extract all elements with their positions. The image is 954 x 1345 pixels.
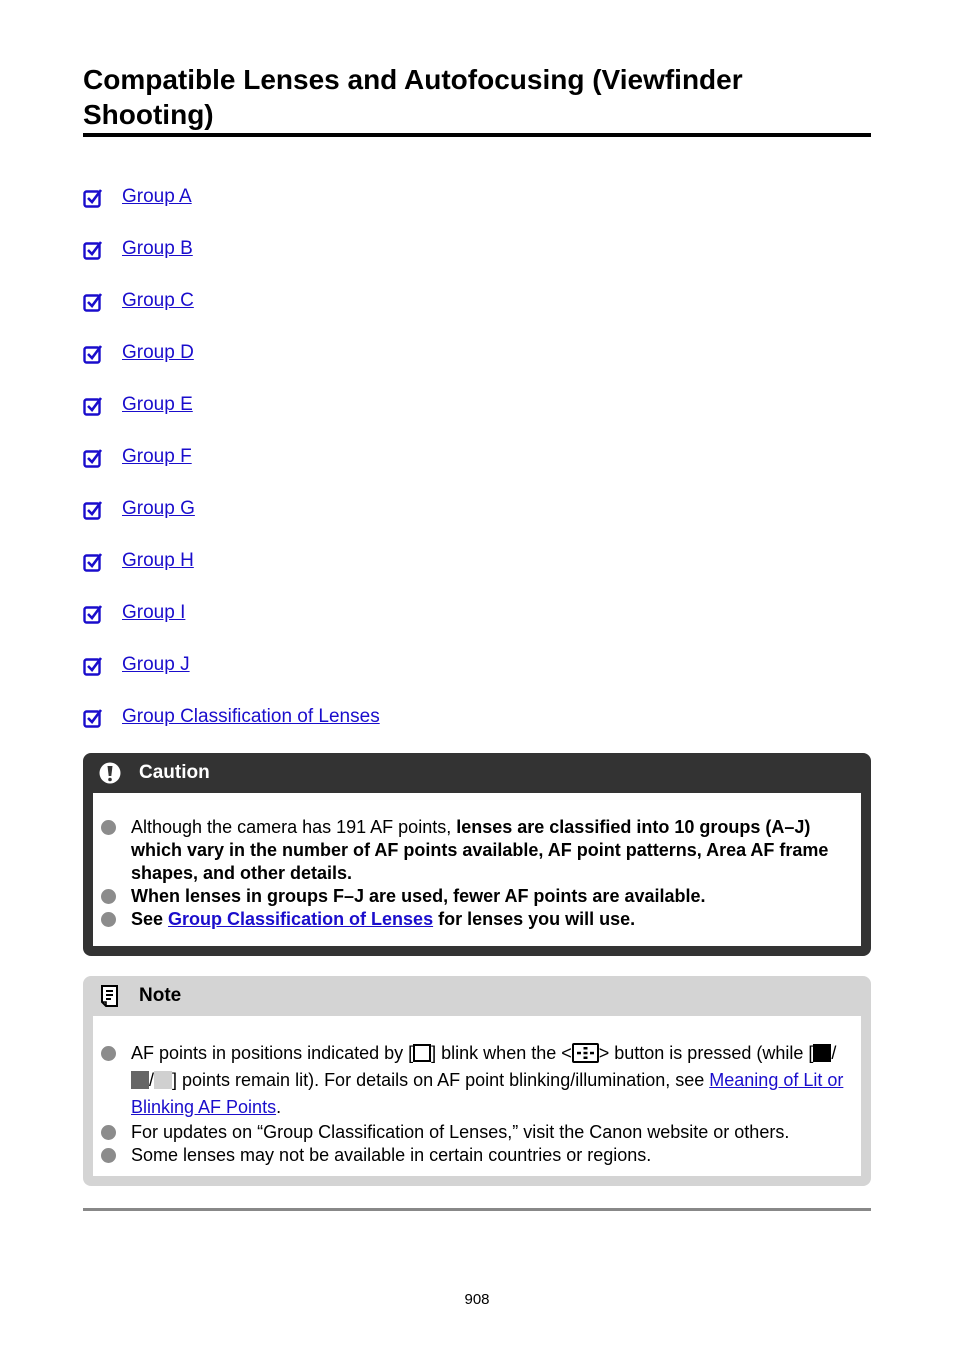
toc-link-group-classification[interactable]: Group Classification of Lenses [122, 706, 380, 727]
caution-header [83, 753, 871, 793]
list-item [83, 235, 871, 287]
footer-divider [83, 1208, 871, 1211]
checkbox-checked-icon [83, 604, 103, 624]
list-item [83, 495, 871, 547]
checkbox-checked-icon [83, 656, 103, 676]
warning-icon [99, 762, 121, 784]
checkbox-checked-icon [83, 292, 103, 312]
bullet-icon [101, 1148, 116, 1163]
af-point-lit-black-icon [813, 1044, 831, 1062]
toc-link-group-g[interactable]: Group G [122, 498, 195, 519]
bullet-icon [101, 912, 116, 927]
note-heading: Note [139, 985, 182, 1006]
caution-content [93, 793, 861, 946]
bullet-icon [101, 1046, 116, 1061]
toc-link-group-c[interactable]: Group C [122, 290, 194, 311]
list-item: AF points in positions indicated by [ ] blink when the < > button is pressed (while [ // ] points remain lit). For details on AF point blinking/illumination, see Meaning of Lit or Blinking AF Points. [101, 1040, 847, 1121]
toc-link-group-a[interactable]: Group A [122, 186, 192, 207]
bullet-icon [101, 1125, 116, 1140]
toc-link-group-f[interactable]: Group F [122, 446, 192, 467]
memo-icon [99, 984, 121, 1008]
toc-link-group-b[interactable]: Group B [122, 238, 193, 259]
toc-link-group-h[interactable]: Group H [122, 550, 194, 571]
list-item [83, 443, 871, 495]
list-item [83, 339, 871, 391]
toc-link-group-j[interactable]: Group J [122, 654, 190, 675]
checkbox-checked-icon [83, 448, 103, 468]
checkbox-checked-icon [83, 240, 103, 260]
checkbox-checked-icon [83, 396, 103, 416]
af-point-selection-button-icon [572, 1043, 599, 1063]
list-item [83, 183, 871, 235]
note-header [83, 976, 871, 1016]
group-classification-link[interactable]: Group Classification of Lenses [168, 909, 434, 929]
toc-link-group-i[interactable]: Group I [122, 602, 186, 623]
af-point-lit-gray-icon [131, 1071, 149, 1089]
list-item: Some lenses may not be available in certain countries or regions. [101, 1144, 847, 1167]
bullet-icon [101, 889, 116, 904]
checkbox-checked-icon [83, 708, 103, 728]
list-item: When lenses in groups F–J are used, fewer AF points are available. [101, 885, 847, 908]
title-underline [83, 133, 871, 137]
checkbox-checked-icon [83, 188, 103, 208]
af-point-blink-icon [413, 1044, 431, 1062]
section-link-list [83, 183, 871, 733]
checkbox-checked-icon [83, 500, 103, 520]
checkbox-checked-icon [83, 552, 103, 572]
list-item [83, 703, 871, 733]
checkbox-checked-icon [83, 344, 103, 364]
list-item: Although the camera has 191 AF points, lenses are classified into 10 groups (A–J) which vary in the number of AF points available, AF point patterns, Area AF frame shapes, and other details. [101, 816, 847, 885]
caution-box [83, 753, 871, 956]
caution-heading: Caution [139, 762, 210, 783]
list-item [83, 651, 871, 703]
page-number: 908 [464, 1291, 490, 1308]
list-item: See Group Classification of Lenses for lenses you will use. [101, 908, 847, 931]
page-title: Compatible Lenses and Autofocusing (Viewfinder Shooting) [83, 64, 743, 130]
note-box [83, 976, 871, 1186]
note-content [93, 1016, 861, 1176]
bullet-icon [101, 820, 116, 835]
list-item: For updates on “Group Classification of Lenses,” visit the Canon website or others. [101, 1121, 847, 1144]
toc-link-group-e[interactable]: Group E [122, 394, 193, 415]
toc-link-group-d[interactable]: Group D [122, 342, 194, 363]
list-item [83, 599, 871, 651]
af-points-meaning-link[interactable]: Meaning of Lit or Blinking AF Points [131, 1070, 844, 1117]
list-item [83, 547, 871, 599]
list-item [83, 391, 871, 443]
list-item [83, 287, 871, 339]
af-point-lit-light-icon [154, 1071, 172, 1089]
